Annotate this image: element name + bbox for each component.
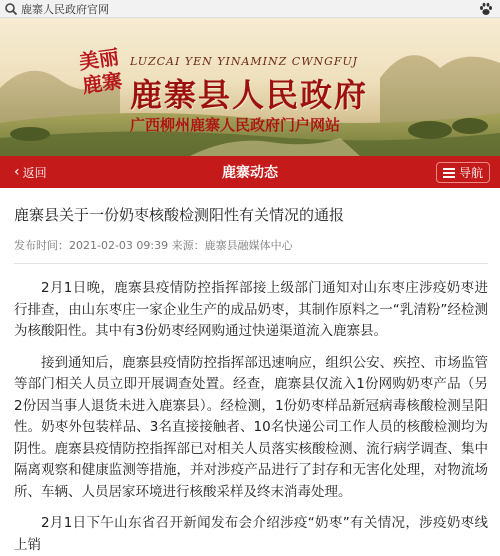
banner-pinyin: LUZCAI YEN YINAMINZ CWNGFUJ — [130, 55, 358, 68]
back-label: 返回 — [22, 165, 47, 180]
article-paragraph: 接到通知后，鹿寨县疫情防控指挥部迅速响应，组织公安、疾控、市场监管等部门相关人员立即开展调查处置。经查，鹿寨县仅流入1份网购奶枣产品（另2份因当事人退货未进入鹿寨县）。经检测，1份奶枣样品新冠病毒核酸检测呈阳性。奶枣外包装样品、3名直接接触者、10名快递公司工作人员的核酸检测均为阴性。鹿寨县疫情防控指挥部已对相关人员落实核酸检测、流行病学调查、集中隔离观察和健康监测等措施，并对涉疫产品进行了封存和无害化处理，对物流场所、车辆、人员居家环境进行核酸采样及终末消毒处理。 — [14, 354, 488, 500]
site-subtitle: 广西柳州鹿寨人民政府门户网站 — [130, 116, 341, 134]
section-nav-bar — [0, 156, 500, 188]
section-title: 鹿寨动态 — [222, 165, 278, 181]
nav-menu-button[interactable] — [436, 162, 490, 183]
banner-seal-calligraphy: 美丽鹿寨 — [77, 44, 124, 98]
article-paragraph: 2月1日下午山东省召开新闻发布会介绍涉疫“奶枣”有关情况，涉疫奶枣线上销 — [14, 515, 488, 553]
article-paragraph: 2月1日晚，鹿寨县疫情防控指挥部接上级部门通知对山东枣庄涉疫奶枣进行排查，由山东枣庄一家企业生产的成品奶枣，其制作原料之一“乳清粉”经检测为核酸阳性。其中有3份奶枣经网购通过快递渠道流入鹿寨县。 — [14, 280, 488, 339]
browser-address-bar[interactable] — [0, 0, 500, 18]
article-title: 鹿寨县关于一份奶枣核酸检测阳性有关情况的通报 — [14, 206, 345, 224]
browser-page-title: 鹿寨人民政府官网 — [21, 2, 109, 16]
article-content — [14, 204, 488, 556]
nav-menu-label: 导航 — [458, 166, 483, 180]
site-title: 鹿寨县人民政府 — [130, 76, 369, 114]
chevron-left-icon: ‹ — [14, 164, 20, 180]
article-meta: 发布时间：2021-02-03 09:39 来源：鹿寨县融媒体中心 — [14, 239, 293, 252]
site-banner — [0, 18, 500, 156]
search-icon[interactable] — [4, 2, 18, 16]
back-button[interactable] — [8, 162, 53, 182]
paw-icon[interactable] — [478, 1, 494, 17]
divider — [14, 263, 488, 264]
menu-icon — [443, 166, 455, 180]
